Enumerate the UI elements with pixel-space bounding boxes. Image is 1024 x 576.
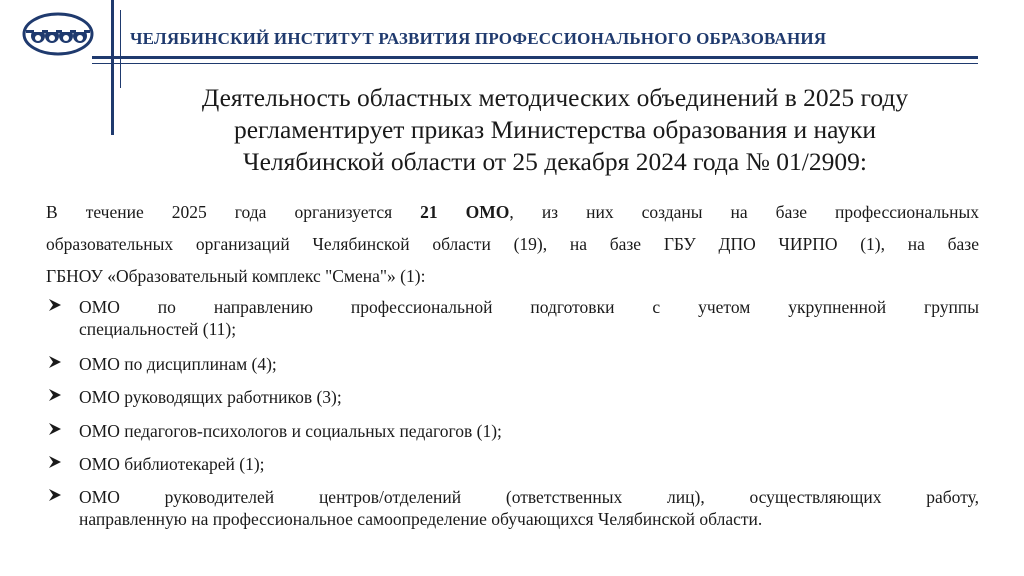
list-item-text: ОМО педагогов-психологов и социальных педагогов (1); (79, 421, 502, 441)
list-item (46, 453, 979, 486)
intro-line: ГБНОУ «Образовательный комплекс "Смена"» (1): (46, 266, 426, 286)
list-item (46, 353, 979, 386)
list-item-text: ОМО по направлению профессиональной подготовки с учетом укрупненной группы (79, 297, 979, 317)
intro-paragraph (46, 196, 979, 292)
decor-horizontal-line-thin (92, 63, 978, 64)
list-item (46, 420, 979, 453)
omo-list (46, 296, 979, 531)
intro-line: образовательных организаций Челябинской области (19), на базе ГБУ ДПО ЧИРПО (1), на базе (46, 234, 979, 254)
arrowhead-bullet-icon (48, 422, 62, 436)
arrowhead-bullet-icon (48, 455, 62, 469)
decor-horizontal-line (92, 56, 978, 59)
arrowhead-bullet-icon (48, 355, 62, 369)
arrowhead-bullet-icon (48, 298, 62, 312)
intro-text: , из них созданы на базе профессиональных (509, 202, 979, 222)
title-line: Деятельность областных методических объединений в 2025 году (201, 83, 909, 112)
arrowhead-bullet-icon (48, 388, 62, 402)
list-item-text: ОМО руководящих работников (3); (79, 387, 342, 407)
list-item-text: ОМО руководителей центров/отделений (ответственных лиц), осуществляющих работу, (79, 487, 979, 507)
title-line: Челябинской области от 25 декабря 2024 года № 01/2909: (243, 147, 867, 176)
slide-title (120, 82, 990, 178)
omo-count: 21 ОМО (420, 202, 510, 222)
decor-vertical-line (111, 0, 114, 135)
list-item (46, 486, 979, 531)
institute-logo-icon (22, 12, 94, 56)
list-item-text: ОМО библиотекарей (1); (79, 454, 265, 474)
decor-vertical-line-thin (120, 10, 121, 88)
list-item (46, 386, 979, 420)
org-header: ЧЕЛЯБИНСКИЙ ИНСТИТУТ РАЗВИТИЯ ПРОФЕССИОНАЛЬНОГО ОБРАЗОВАНИЯ (130, 29, 827, 48)
list-item-text: специальностей (11); (79, 319, 237, 339)
intro-line (46, 196, 979, 228)
list-item (46, 296, 979, 353)
intro-text: В течение 2025 года организуется (46, 202, 421, 222)
list-item-text: ОМО по дисциплинам (4); (79, 354, 277, 374)
title-line: регламентирует приказ Министерства образования и науки (233, 115, 876, 144)
arrowhead-bullet-icon (48, 488, 62, 502)
list-item-text: направленную на профессиональное самоопределение обучающихся Челябинской области. (79, 509, 763, 529)
